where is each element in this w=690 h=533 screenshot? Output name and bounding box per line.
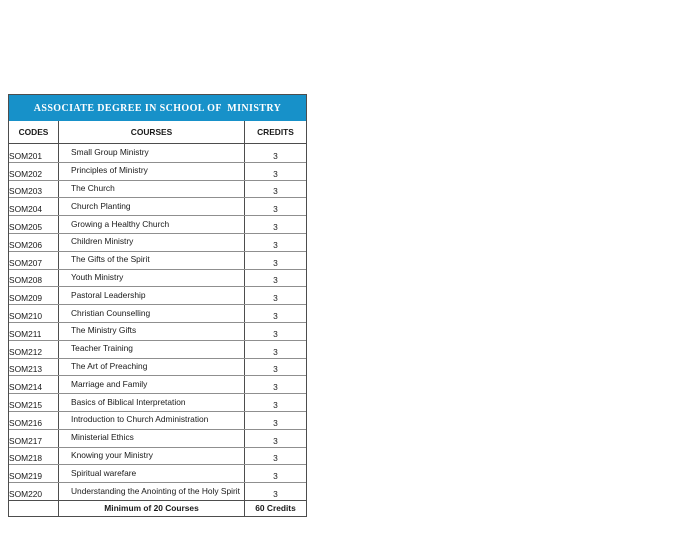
course-name: The Art of Preaching — [58, 359, 244, 376]
table-row — [9, 393, 306, 411]
course-credits: 3 — [244, 216, 306, 233]
table-body — [9, 144, 306, 500]
course-name: Christian Counselling — [58, 305, 244, 322]
course-credits: 3 — [244, 448, 306, 465]
course-name: The Ministry Gifts — [58, 323, 244, 340]
course-code: SOM216 — [9, 417, 43, 428]
column-header-credits: CREDITS — [244, 121, 306, 143]
course-name: Marriage and Family — [58, 376, 244, 393]
course-credits: 3 — [244, 163, 306, 180]
course-name: Youth Ministry — [58, 270, 244, 287]
table-row — [9, 322, 306, 340]
course-credits: 3 — [244, 376, 306, 393]
course-credits: 3 — [244, 394, 306, 411]
footer-total-credits: 60 Credits — [244, 501, 306, 516]
course-credits: 3 — [244, 341, 306, 358]
course-code: SOM214 — [9, 382, 43, 393]
course-code: SOM210 — [9, 310, 43, 321]
course-credits: 3 — [244, 234, 306, 251]
course-name: Ministerial Ethics — [58, 430, 244, 447]
course-code: SOM212 — [9, 346, 43, 357]
course-code: SOM213 — [9, 364, 43, 375]
course-code: SOM203 — [9, 186, 43, 197]
course-name: Children Ministry — [58, 234, 244, 251]
course-credits: 3 — [244, 359, 306, 376]
column-header-codes: CODES — [18, 127, 49, 137]
table-row — [9, 180, 306, 198]
course-code: SOM218 — [9, 453, 43, 464]
table-row — [9, 464, 306, 482]
course-name: The Church — [58, 181, 244, 198]
course-credits: 3 — [244, 430, 306, 447]
course-code: SOM207 — [9, 257, 43, 268]
table-row — [9, 429, 306, 447]
table-row — [9, 447, 306, 465]
course-name: Pastoral Leadership — [58, 287, 244, 304]
course-code: SOM209 — [9, 293, 43, 304]
table-row — [9, 251, 306, 269]
course-credits: 3 — [244, 465, 306, 482]
course-credits: 3 — [244, 305, 306, 322]
table-footer-row — [9, 500, 306, 516]
table-row — [9, 286, 306, 304]
course-credits: 3 — [244, 181, 306, 198]
course-credits: 3 — [244, 270, 306, 287]
course-credits: 3 — [244, 323, 306, 340]
course-code: SOM208 — [9, 275, 43, 286]
table-row — [9, 375, 306, 393]
course-credits: 3 — [244, 144, 306, 162]
table-row — [9, 269, 306, 287]
course-name: Spiritual warefare — [58, 465, 244, 482]
course-code: SOM211 — [9, 328, 42, 339]
course-code: SOM205 — [9, 221, 43, 232]
course-code: SOM204 — [9, 204, 43, 215]
course-credits: 3 — [244, 287, 306, 304]
course-name: Teacher Training — [58, 341, 244, 358]
table-row — [9, 197, 306, 215]
course-name: Church Planting — [58, 198, 244, 215]
course-table — [8, 94, 307, 517]
table-row — [9, 482, 306, 500]
course-name: Introduction to Church Administration — [58, 412, 244, 429]
course-code: SOM206 — [9, 239, 43, 250]
table-row — [9, 411, 306, 429]
footer-summary-label: Minimum of 20 Courses — [58, 501, 244, 516]
course-code: SOM217 — [9, 435, 43, 446]
table-title: ASSOCIATE DEGREE IN SCHOOL OF MINISTRY — [9, 95, 306, 121]
column-header-courses: COURSES — [58, 121, 244, 143]
course-name: The Gifts of the Spirit — [58, 252, 244, 269]
course-credits: 3 — [244, 198, 306, 215]
course-credits: 3 — [244, 412, 306, 429]
table-row — [9, 304, 306, 322]
course-code: SOM220 — [9, 488, 43, 499]
course-name: Basics of Biblical Interpretation — [58, 394, 244, 411]
table-row — [9, 340, 306, 358]
table-row — [9, 215, 306, 233]
table-row — [9, 144, 306, 162]
course-code: SOM215 — [9, 399, 43, 410]
course-code: SOM201 — [9, 150, 43, 161]
course-code: SOM219 — [9, 471, 43, 482]
course-name: Understanding the Anointing of the Holy Spirit — [58, 483, 244, 500]
table-row — [9, 358, 306, 376]
course-name: Knowing your Ministry — [58, 448, 244, 465]
course-code: SOM202 — [9, 168, 43, 179]
table-row — [9, 233, 306, 251]
table-row — [9, 162, 306, 180]
footer-codes-cell — [9, 501, 58, 516]
course-credits: 3 — [244, 483, 306, 500]
course-name: Small Group Ministry — [58, 144, 244, 162]
course-name: Principles of Ministry — [58, 163, 244, 180]
column-header-row — [9, 121, 306, 144]
course-credits: 3 — [244, 252, 306, 269]
course-name: Growing a Healthy Church — [58, 216, 244, 233]
